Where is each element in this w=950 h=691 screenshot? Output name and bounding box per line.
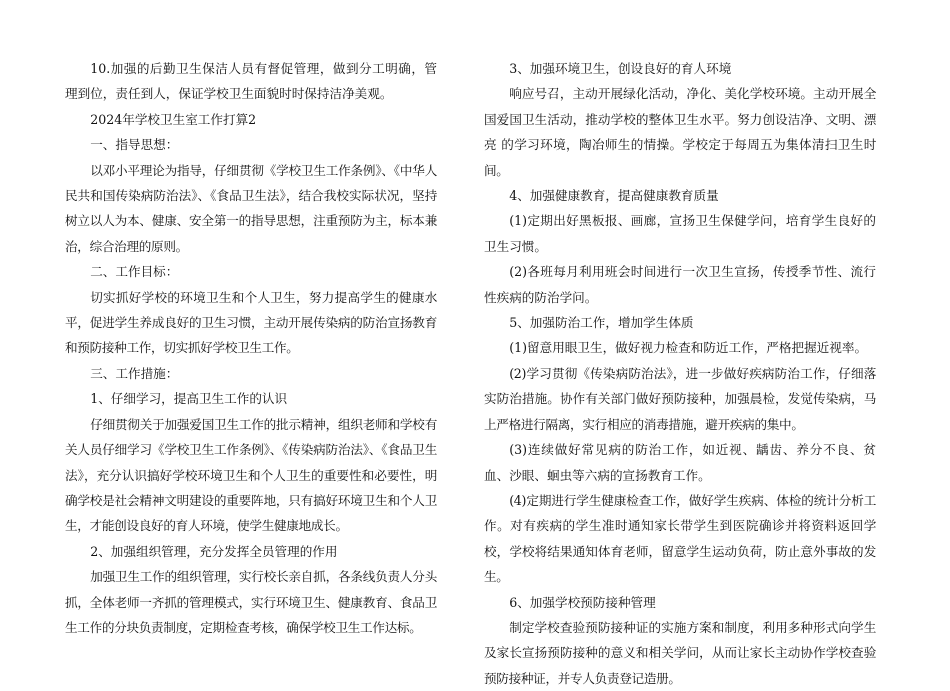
right-column — [484, 56, 876, 691]
left-column — [65, 56, 437, 640]
heading-measure-6: 6、加强学校预防接种管理 — [509, 594, 656, 610]
plan-title: 2024年学校卫生室工作打算2 — [90, 111, 257, 127]
heading-measure-4: 4、加强健康教育，提高健康教育质量 — [509, 188, 719, 204]
heading-work-goals: 二、工作目标： — [90, 264, 179, 280]
heading-measure-3: 3、加强环境卫生，创设良好的育人环境 — [509, 61, 732, 76]
heading-work-measures: 三、工作措施： — [90, 365, 179, 381]
item-5-2: (2)学习贯彻《传染病防治法》，进一步做好疾病防治工作，仔细落实防治措施。协作有关部门做好预防接种，加强晨检，发觉传染病，马上严格进行隔离，实行相应的消毒措施，避开疾病的集中。 — [484, 365, 876, 432]
heading-measure-2: 2、加强组织管理，充分发挥全员管理的作用 — [90, 543, 338, 559]
heading-guiding-ideology: 一、指导思想： — [90, 137, 179, 153]
heading-measure-5: 5、加强防治工作，增加学生体质 — [509, 315, 694, 331]
paragraph-measure-6: 制定学校查验预防接种证的实施方案和制度，利用多种形式向学生及家长宣扬预防接种的意义和相关学问，从而让家长主动协作学校查验预防接种证，并专人负责登记造册。 — [484, 619, 876, 686]
item-4-1: (1)定期出好黑板报、画廊，宣扬卫生保健学问，培育学生良好的卫生习惯。 — [484, 213, 876, 254]
item-5-3: (3)连续做好常见病的防治工作，如近视、龋齿、养分不良、贫血、沙眼、蛔虫等六病的宣扬教育工作。 — [484, 442, 876, 483]
paragraph-guiding-ideology: 以邓小平理论为指导，仔细贯彻《学校卫生工作条例》、《中华人民共和国传染病防治法》、《食品卫生法》，结合我校实际状况，坚持树立以人为本、健康、安全第一的指导思想，注重预防为主，标本兼治，综合治理的原则。 — [65, 162, 437, 254]
paragraph-logistics-hygiene: 10.加强的后勤卫生保洁人员有督促管理，做到分工明确，管理到位，责任到人，保证学校卫生面貌时时保持洁净美观。 — [65, 61, 437, 102]
item-5-4: (4)定期进行学生健康检查工作，做好学生疾病、体检的统计分析工作。对有疾病的学生准时通知家长带学生到医院确诊并将资料返回学校，学校将结果通知体育老师，留意学生运动负荷，防止意外事故的发生。 — [484, 492, 876, 585]
item-5-1: (1)留意用眼卫生，做好视力检查和防近工作，严格把握近视率。 — [509, 340, 868, 356]
paragraph-measure-2: 加强卫生工作的组织管理，实行校长亲自抓，各条线负责人分头抓，全体老师一齐抓的管理模式，实行环境卫生、健康教育、食品卫生工作的分块负责制度，定期检查考核，确保学校卫生工作达标。 — [65, 569, 437, 635]
paragraph-work-goals: 切实抓好学校的环境卫生和个人卫生，努力提高学生的健康水平，促进学生养成良好的卫生习惯，主动开展传染病的防治宣扬教育和预防接种工作，切实抓好学校卫生工作。 — [65, 289, 437, 356]
item-4-2: (2)各班每月利用班会时间进行一次卫生宣扬，传授季节性、流行性疾病的防治学问。 — [484, 264, 876, 305]
heading-measure-1: 1、仔细学习，提高卫生工作的认识 — [90, 391, 288, 407]
paragraph-measure-1: 仔细贯彻关于加强爱国卫生工作的批示精神，组织老师和学校有关人员仔细学习《学校卫生工作条例》、《传染病防治法》、《食品卫生法》，充分认识搞好学校环境卫生和个人卫生的重要性和必要性，明确学校是社会精神文明建设的重要阵地，只有搞好环境卫生和个人卫生，才能创设良好的育人环境，使学生健康地成长。 — [65, 416, 437, 534]
paragraph-measure-3: 响应号召，主动开展绿化活动，净化、美化学校环境。主动开展全国爱国卫生活动，推动学校的整体卫生水平。努力创设洁净、文明、漂亮 的学习环境，陶冶师生的情操。学校定于每周五为集体清扫卫生时间。 — [484, 86, 876, 178]
